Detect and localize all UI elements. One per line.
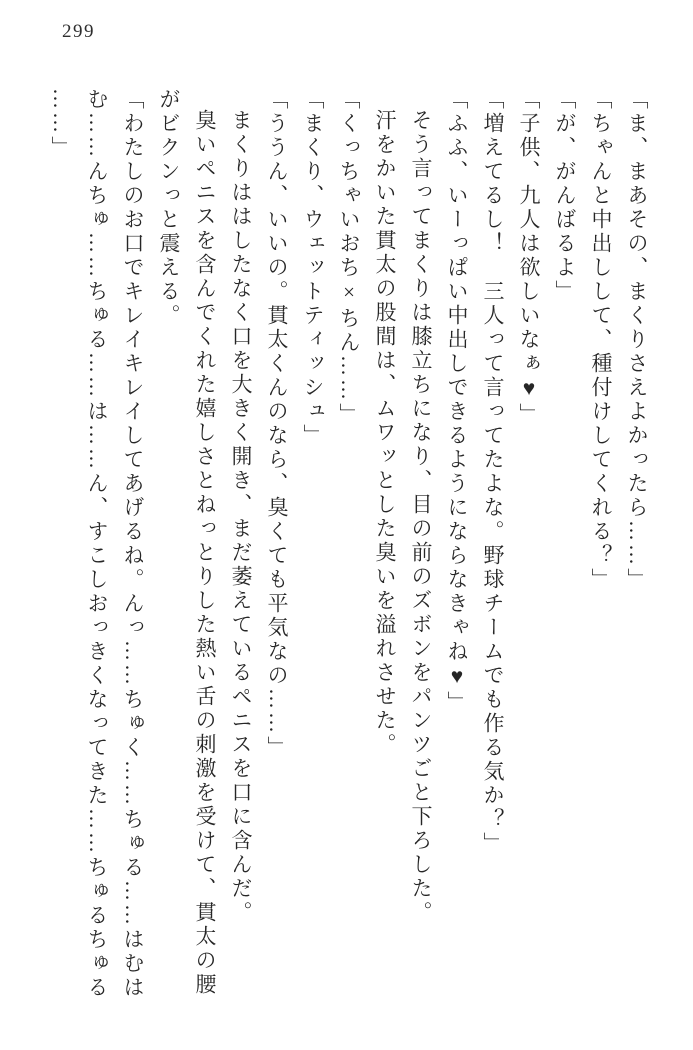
- dialogue-line: 「ま、まあその、まくりさえよかったら……」: [625, 88, 649, 592]
- narration-line: まくりははしたなく口を大きく開き、まだ萎えているペニスを口に含んだ。: [229, 109, 253, 925]
- narration-line: 臭いペニスを含んでくれた嬉しさとねっとりした熱い舌の刺激を受けて、貫太の腰がビクンっと震える。: [157, 88, 217, 997]
- narration-line: 汗をかいた貫太の股間は、ムワッとした臭いを溢れさせた。: [373, 109, 397, 757]
- dialogue-line: 「増えてるし！ 三人って言ってたよな。野球チームでも作る気か？」: [481, 88, 505, 856]
- dialogue-line: 「わたしのお口でキレイキレイしてあげるね。んっ……ちゅく……ちゅる……はむはむ……んちゅ……ちゅる……は……ん、すこしおっきくなってきた……ちゅるちゅる……」: [49, 88, 145, 1000]
- dialogue-line: 「ふふ、いーっぱい中出しできるようにならなきゃね♥」: [445, 88, 469, 715]
- dialogue-line: 「くっちゃいおち×ちん……」: [337, 88, 361, 427]
- narration-line: そう言ってまくりは膝立ちになり、目の前のズボンをパンツごと下ろした。: [409, 109, 433, 925]
- dialogue-line: 「ちゃんと中出しして、種付けしてくれる？」: [589, 88, 613, 592]
- dialogue-line: 「子供、九人は欲しいなぁ♥」: [517, 88, 541, 427]
- vertical-text-block: [37, 88, 655, 1008]
- page-number: 299: [62, 21, 95, 42]
- dialogue-line: 「まくり、ウェットティッシュ」: [301, 88, 325, 448]
- dialogue-line: 「が、がんばるよ」: [553, 88, 577, 304]
- dialogue-line: 「ううん、いいの。貫太くんのなら、臭くても平気なの……」: [265, 88, 289, 760]
